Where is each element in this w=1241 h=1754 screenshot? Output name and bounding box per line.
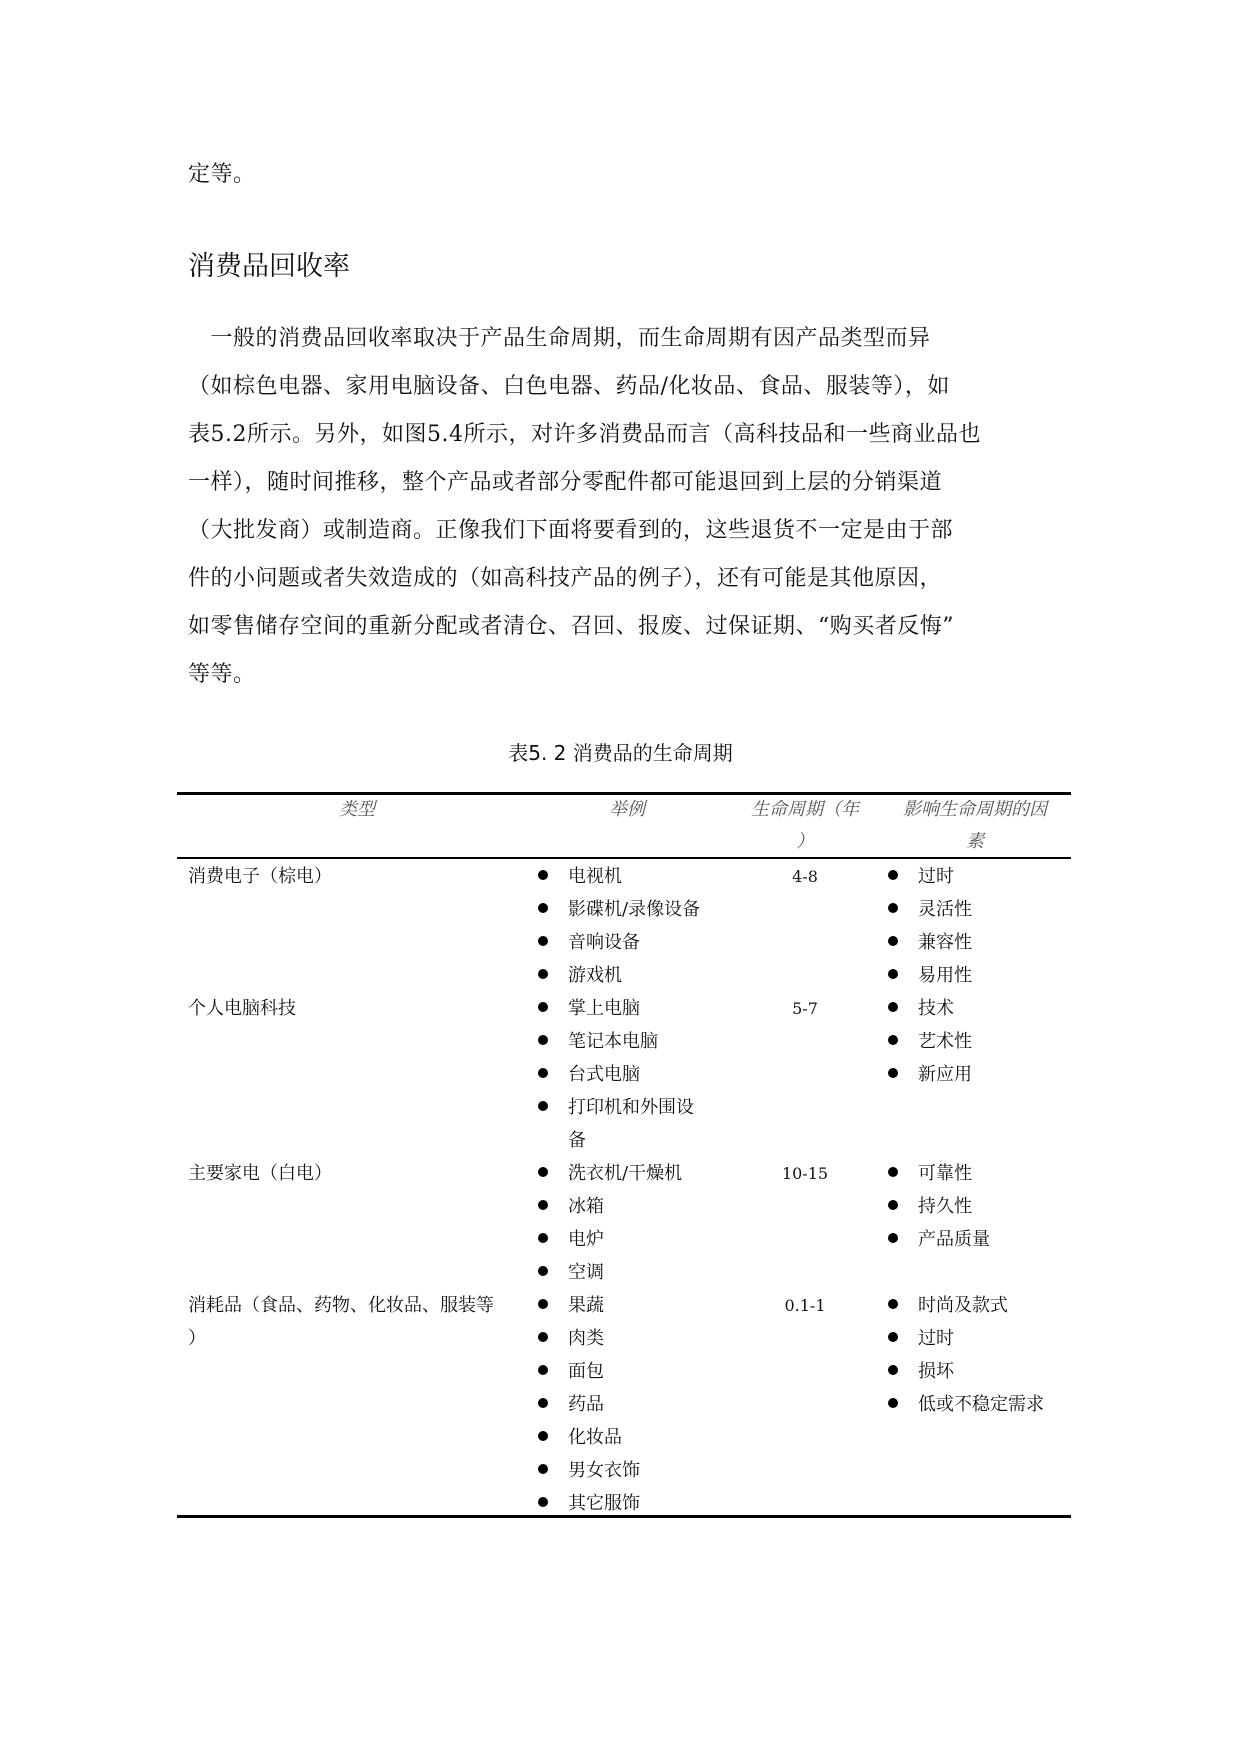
factor-item	[888, 1190, 972, 1223]
example-item	[538, 893, 700, 926]
factor-text: 损坏	[918, 1361, 954, 1382]
example-item	[538, 992, 640, 1025]
bullet-icon	[888, 1068, 898, 1078]
factor-text: 灵活性	[918, 899, 972, 920]
cell-lifecycle: 4-8	[792, 867, 818, 886]
factor-text: 新应用	[918, 1064, 972, 1085]
factor-text: 持久性	[918, 1196, 972, 1217]
factor-item	[888, 1157, 972, 1190]
factor-item	[888, 860, 954, 893]
bullet-icon	[538, 1464, 548, 1474]
example-text: 面包	[568, 1361, 604, 1382]
example-item	[538, 1025, 658, 1058]
bullet-icon	[888, 1332, 898, 1342]
bullet-icon	[888, 870, 898, 880]
factor-text: 过时	[918, 866, 954, 887]
bullet-icon	[538, 1200, 548, 1210]
example-item	[538, 1454, 640, 1487]
example-text: 打印机和外围设	[568, 1097, 694, 1118]
header-lifecycle-line2: ）	[796, 831, 814, 852]
bullet-icon	[538, 1035, 548, 1045]
factor-text: 艺术性	[918, 1031, 972, 1052]
header-lifecycle-line1: 生命周期（年	[751, 799, 859, 820]
bullet-icon	[888, 969, 898, 979]
bullet-icon	[538, 1266, 548, 1276]
example-text: 游戏机	[568, 965, 622, 986]
bullet-icon	[538, 1068, 548, 1078]
bullet-icon	[538, 1233, 548, 1243]
example-text: 电视机	[568, 866, 622, 887]
bullet-icon	[538, 1101, 548, 1111]
paragraph-line: （如棕色电器、家用电脑设备、白色电器、药品/化妆品、食品、服装等），如	[188, 374, 950, 399]
example-item	[538, 959, 622, 992]
example-item	[538, 1091, 694, 1124]
example-text: 其它服饰	[568, 1493, 640, 1514]
factor-text: 低或不稳定需求	[918, 1394, 1044, 1415]
bullet-icon	[538, 1365, 548, 1375]
example-item	[538, 1157, 682, 1190]
bullet-icon	[888, 1167, 898, 1177]
paragraph-line: 件的小问题或者失效造成的（如高科技产品的例子），还有可能是其他原因，	[188, 566, 943, 591]
factor-item	[888, 1289, 1008, 1322]
paragraph-line: 一样），随时间推移，整个产品或者部分零配件都可能退回到上层的分销渠道	[188, 470, 943, 495]
factor-item	[888, 893, 972, 926]
example-item	[538, 1355, 604, 1388]
factor-text: 兼容性	[918, 932, 972, 953]
example-text: 台式电脑	[568, 1064, 640, 1085]
bullet-icon	[888, 1398, 898, 1408]
factor-item	[888, 1355, 954, 1388]
bullet-icon	[538, 1431, 548, 1441]
example-text: 电炉	[568, 1229, 604, 1250]
factor-text: 可靠性	[918, 1163, 972, 1184]
paragraph-line: 表5.2所示。另外，如图5.4所示，对许多消费品而言（高科技品和一些商业品也	[188, 422, 981, 447]
example-text: 肉类	[568, 1328, 604, 1349]
header-examples: 举例	[609, 799, 645, 820]
cell-type: 个人电脑科技	[188, 998, 296, 1019]
bullet-icon	[538, 1398, 548, 1408]
paragraph-line: 一般的消费品回收率取决于产品生命周期，而生命周期有因产品类型而异	[188, 326, 931, 351]
example-text: 笔记本电脑	[568, 1031, 658, 1052]
bullet-icon	[888, 936, 898, 946]
table-bottom-rule	[177, 1515, 1071, 1518]
example-text: 化妆品	[568, 1427, 622, 1448]
factor-item	[888, 1058, 972, 1091]
factor-item	[888, 926, 972, 959]
example-text: 音响设备	[568, 932, 640, 953]
bullet-icon	[538, 870, 548, 880]
cell-lifecycle: 0.1-1	[784, 1296, 826, 1315]
bullet-icon	[888, 1035, 898, 1045]
example-text: 果蔬	[568, 1295, 604, 1316]
factor-item	[888, 1322, 954, 1355]
example-item	[538, 1421, 622, 1454]
bullet-icon	[888, 1299, 898, 1309]
header-factors-line1: 影响生命周期的因	[903, 799, 1047, 820]
bullet-icon	[538, 1167, 548, 1177]
cell-type: 消耗品（食品、药物、化妆品、服装等	[188, 1295, 494, 1316]
example-text: 冰箱	[568, 1196, 604, 1217]
bullet-icon	[538, 1002, 548, 1012]
paragraph-line: （大批发商）或制造商。正像我们下面将要看到的，这些退货不一定是由于部	[188, 518, 954, 543]
example-item	[538, 860, 622, 893]
bullet-icon	[888, 1002, 898, 1012]
example-item	[538, 926, 640, 959]
intro-fragment: 定等。	[188, 162, 256, 187]
factor-item	[888, 992, 954, 1025]
factor-text: 技术	[918, 998, 954, 1019]
example-item	[538, 1388, 604, 1421]
bullet-icon	[538, 903, 548, 913]
bullet-icon	[888, 1233, 898, 1243]
example-text: 药品	[568, 1394, 604, 1415]
bullet-icon	[888, 1365, 898, 1375]
factor-text: 易用性	[918, 965, 972, 986]
example-item	[538, 1190, 604, 1223]
cell-lifecycle: 5-7	[792, 999, 818, 1018]
example-text: 洗衣机/干燥机	[568, 1163, 683, 1184]
paragraph-line: 等等。	[188, 662, 256, 687]
example-item	[538, 1223, 604, 1256]
example-item	[538, 1256, 604, 1289]
example-item	[538, 1289, 604, 1322]
factor-item	[888, 1025, 972, 1058]
header-type: 类型	[339, 799, 375, 820]
table-header-rule	[177, 857, 1071, 859]
factor-text: 产品质量	[918, 1229, 990, 1250]
bullet-icon	[538, 936, 548, 946]
factor-text: 时尚及款式	[918, 1295, 1008, 1316]
example-item	[538, 1124, 586, 1157]
example-text: 影碟机/录像设备	[568, 899, 701, 920]
example-text: 男女衣饰	[568, 1460, 640, 1481]
example-text: 备	[568, 1130, 586, 1151]
cell-type: 主要家电（白电）	[188, 1163, 332, 1184]
bullet-icon	[538, 1497, 548, 1507]
factor-item	[888, 959, 972, 992]
factor-text: 过时	[918, 1328, 954, 1349]
paragraph-line: 如零售储存空间的重新分配或者清仓、召回、报废、过保证期、“购买者反悔”	[188, 614, 954, 639]
cell-type: ）	[188, 1328, 206, 1349]
section-heading: 消费品回收率	[188, 251, 350, 282]
example-item	[538, 1322, 604, 1355]
bullet-icon	[888, 1200, 898, 1210]
cell-type: 消费电子（棕电）	[188, 866, 332, 887]
header-factors-line2: 素	[966, 831, 984, 852]
bullet-icon	[888, 903, 898, 913]
example-item	[538, 1058, 640, 1091]
bullet-icon	[538, 1299, 548, 1309]
bullet-icon	[538, 1332, 548, 1342]
bullet-icon	[538, 969, 548, 979]
factor-item	[888, 1223, 990, 1256]
factor-item	[888, 1388, 1044, 1421]
example-text: 空调	[568, 1262, 604, 1283]
cell-lifecycle: 10-15	[781, 1164, 829, 1183]
example-text: 掌上电脑	[568, 998, 640, 1019]
table-caption: 表5. 2 消费品的生命周期	[508, 741, 733, 765]
